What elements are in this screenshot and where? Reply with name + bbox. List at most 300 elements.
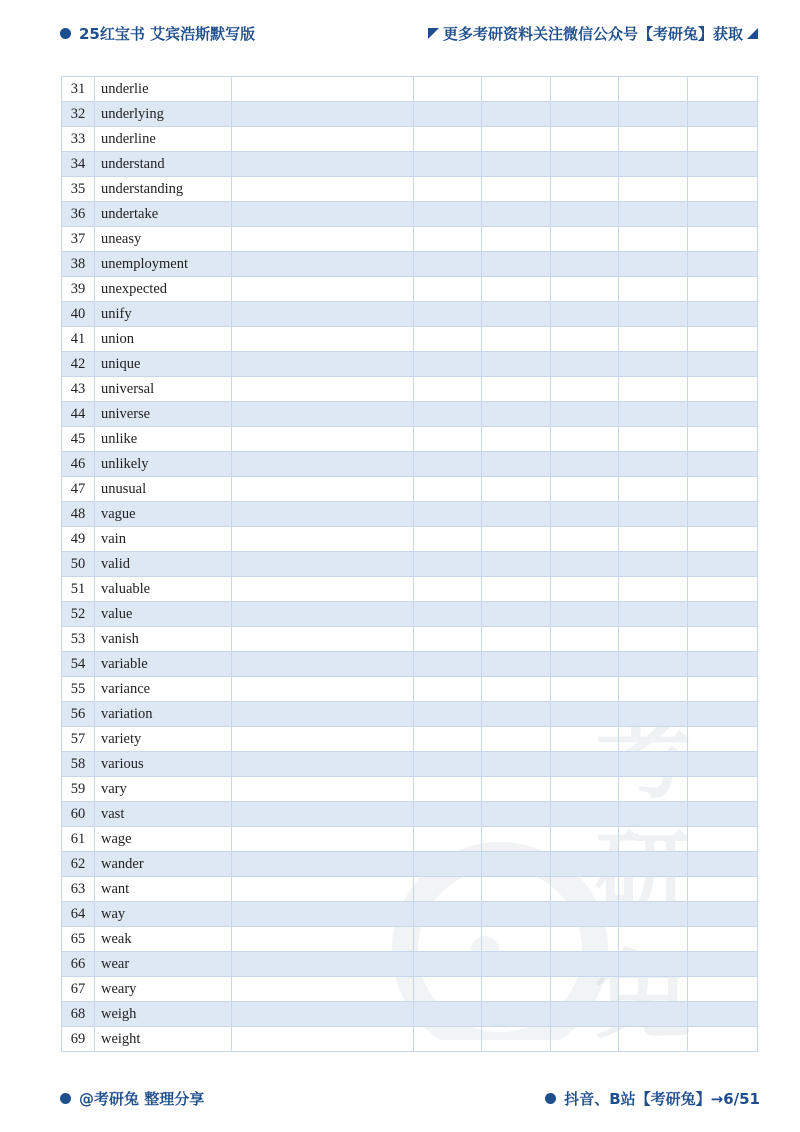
- dictation-blank-cell: [414, 227, 482, 252]
- dictation-blank-cell: [482, 452, 551, 477]
- dictation-blank-cell: [619, 377, 688, 402]
- dictation-blank-cell: [551, 327, 619, 352]
- dictation-blank-cell: [688, 852, 758, 877]
- dictation-blank-cell: [482, 427, 551, 452]
- dictation-blank-cell: [619, 627, 688, 652]
- dictation-blank-cell: [619, 852, 688, 877]
- dictation-blank-cell: [232, 252, 414, 277]
- dictation-blank-cell: [232, 477, 414, 502]
- dictation-blank-cell: [688, 527, 758, 552]
- dictation-blank-cell: [688, 977, 758, 1002]
- row-number: 65: [62, 927, 95, 952]
- vocab-word: wage: [95, 827, 232, 852]
- dictation-blank-cell: [414, 827, 482, 852]
- dictation-blank-cell: [688, 902, 758, 927]
- dictation-blank-cell: [232, 552, 414, 577]
- vocab-word: underline: [95, 127, 232, 152]
- dictation-blank-cell: [619, 902, 688, 927]
- dictation-blank-cell: [232, 502, 414, 527]
- dictation-blank-cell: [414, 727, 482, 752]
- table-row: [62, 377, 758, 402]
- dictation-blank-cell: [551, 852, 619, 877]
- footer-page-info: 抖音、B站【考研兔】→6/51: [564, 1089, 760, 1108]
- dictation-blank-cell: [688, 377, 758, 402]
- header-title: 25红宝书 艾宾浩斯默写版: [79, 24, 256, 43]
- dictation-blank-cell: [619, 577, 688, 602]
- dictation-blank-cell: [551, 677, 619, 702]
- dictation-blank-cell: [414, 352, 482, 377]
- table-row: [62, 552, 758, 577]
- dictation-blank-cell: [414, 752, 482, 777]
- row-number: 31: [62, 77, 95, 102]
- dictation-blank-cell: [232, 402, 414, 427]
- table-row: [62, 277, 758, 302]
- dictation-blank-cell: [619, 777, 688, 802]
- dictation-blank-cell: [551, 1002, 619, 1027]
- dictation-blank-cell: [551, 802, 619, 827]
- row-number: 62: [62, 852, 95, 877]
- row-number: 63: [62, 877, 95, 902]
- dictation-blank-cell: [232, 127, 414, 152]
- dictation-blank-cell: [414, 652, 482, 677]
- dictation-blank-cell: [688, 352, 758, 377]
- row-number: 60: [62, 802, 95, 827]
- dictation-blank-cell: [482, 752, 551, 777]
- dictation-blank-cell: [232, 102, 414, 127]
- dictation-blank-cell: [414, 377, 482, 402]
- dictation-blank-cell: [551, 702, 619, 727]
- dictation-blank-cell: [619, 827, 688, 852]
- row-number: 47: [62, 477, 95, 502]
- table-row: [62, 702, 758, 727]
- dictation-blank-cell: [688, 402, 758, 427]
- dictation-blank-cell: [482, 502, 551, 527]
- dictation-blank-cell: [482, 202, 551, 227]
- dictation-blank-cell: [619, 452, 688, 477]
- dictation-blank-cell: [619, 277, 688, 302]
- dictation-blank-cell: [619, 202, 688, 227]
- dictation-blank-cell: [551, 127, 619, 152]
- dictation-blank-cell: [232, 277, 414, 302]
- dictation-blank-cell: [551, 527, 619, 552]
- row-number: 45: [62, 427, 95, 452]
- dictation-blank-cell: [688, 727, 758, 752]
- dictation-blank-cell: [619, 352, 688, 377]
- row-number: 69: [62, 1027, 95, 1052]
- table-row: [62, 727, 758, 752]
- row-number: 48: [62, 502, 95, 527]
- table-row: [62, 577, 758, 602]
- dictation-blank-cell: [232, 377, 414, 402]
- vocab-word: want: [95, 877, 232, 902]
- row-number: 39: [62, 277, 95, 302]
- page-header: [60, 18, 758, 48]
- dictation-blank-cell: [232, 702, 414, 727]
- dictation-blank-cell: [232, 677, 414, 702]
- dictation-blank-cell: [551, 552, 619, 577]
- dictation-blank-cell: [482, 902, 551, 927]
- dictation-blank-cell: [688, 652, 758, 677]
- dictation-blank-cell: [232, 877, 414, 902]
- dictation-blank-cell: [619, 752, 688, 777]
- footer-right: [545, 1088, 760, 1109]
- table-row: [62, 927, 758, 952]
- dictation-blank-cell: [619, 927, 688, 952]
- vocab-word: unify: [95, 302, 232, 327]
- dictation-blank-cell: [414, 452, 482, 477]
- vocab-word: undertake: [95, 202, 232, 227]
- row-number: 34: [62, 152, 95, 177]
- vocab-word: unique: [95, 352, 232, 377]
- dictation-blank-cell: [688, 252, 758, 277]
- row-number: 40: [62, 302, 95, 327]
- dictation-blank-cell: [551, 477, 619, 502]
- table-row: [62, 652, 758, 677]
- dictation-blank-cell: [688, 827, 758, 852]
- table-row: [62, 102, 758, 127]
- dictation-blank-cell: [688, 952, 758, 977]
- row-number: 53: [62, 627, 95, 652]
- dictation-blank-cell: [482, 1027, 551, 1052]
- dictation-blank-cell: [688, 102, 758, 127]
- table-row: [62, 952, 758, 977]
- vocab-word: value: [95, 602, 232, 627]
- dictation-blank-cell: [551, 627, 619, 652]
- dictation-blank-cell: [232, 1027, 414, 1052]
- dictation-blank-cell: [232, 227, 414, 252]
- table-row: [62, 752, 758, 777]
- row-number: 49: [62, 527, 95, 552]
- dictation-blank-cell: [482, 627, 551, 652]
- dictation-blank-cell: [619, 1002, 688, 1027]
- dictation-blank-cell: [414, 1027, 482, 1052]
- dictation-blank-cell: [414, 202, 482, 227]
- row-number: 66: [62, 952, 95, 977]
- dictation-blank-cell: [232, 302, 414, 327]
- table-row: [62, 327, 758, 352]
- footer-left: [60, 1088, 204, 1109]
- corner-triangle-right-icon: [747, 28, 758, 39]
- vocab-table-body: [62, 77, 758, 1052]
- dictation-blank-cell: [619, 77, 688, 102]
- dictation-blank-cell: [232, 652, 414, 677]
- vocab-word: various: [95, 752, 232, 777]
- dictation-blank-cell: [688, 127, 758, 152]
- row-number: 67: [62, 977, 95, 1002]
- dictation-blank-cell: [688, 627, 758, 652]
- table-row: [62, 227, 758, 252]
- dictation-blank-cell: [551, 402, 619, 427]
- vocab-word: unexpected: [95, 277, 232, 302]
- dictation-blank-cell: [414, 702, 482, 727]
- row-number: 56: [62, 702, 95, 727]
- vocab-word: vague: [95, 502, 232, 527]
- row-number: 59: [62, 777, 95, 802]
- dictation-blank-cell: [688, 302, 758, 327]
- dictation-blank-cell: [414, 102, 482, 127]
- dictation-blank-cell: [232, 777, 414, 802]
- table-row: [62, 602, 758, 627]
- vocab-word: variation: [95, 702, 232, 727]
- table-row: [62, 1027, 758, 1052]
- dictation-blank-cell: [232, 852, 414, 877]
- row-number: 36: [62, 202, 95, 227]
- vocab-table-wrap: [61, 76, 757, 1052]
- dictation-blank-cell: [232, 527, 414, 552]
- row-number: 68: [62, 1002, 95, 1027]
- table-row: [62, 852, 758, 877]
- row-number: 42: [62, 352, 95, 377]
- dictation-blank-cell: [551, 652, 619, 677]
- bullet-dot-icon: [545, 1093, 556, 1104]
- row-number: 32: [62, 102, 95, 127]
- dictation-blank-cell: [619, 427, 688, 452]
- dictation-blank-cell: [482, 152, 551, 177]
- dictation-blank-cell: [619, 877, 688, 902]
- dictation-blank-cell: [232, 427, 414, 452]
- dictation-blank-cell: [619, 952, 688, 977]
- table-row: [62, 802, 758, 827]
- row-number: 33: [62, 127, 95, 152]
- table-row: [62, 477, 758, 502]
- dictation-blank-cell: [688, 552, 758, 577]
- dictation-blank-cell: [482, 177, 551, 202]
- vocab-word: weary: [95, 977, 232, 1002]
- dictation-blank-cell: [688, 777, 758, 802]
- dictation-blank-cell: [482, 402, 551, 427]
- dictation-blank-cell: [482, 327, 551, 352]
- dictation-blank-cell: [414, 302, 482, 327]
- dictation-blank-cell: [619, 177, 688, 202]
- header-right: [428, 23, 758, 44]
- dictation-blank-cell: [482, 527, 551, 552]
- dictation-blank-cell: [414, 852, 482, 877]
- dictation-blank-cell: [551, 502, 619, 527]
- dictation-blank-cell: [482, 227, 551, 252]
- dictation-blank-cell: [551, 577, 619, 602]
- dictation-blank-cell: [551, 152, 619, 177]
- vocab-word: unemployment: [95, 252, 232, 277]
- dictation-blank-cell: [414, 552, 482, 577]
- table-row: [62, 502, 758, 527]
- dictation-blank-cell: [482, 777, 551, 802]
- vocab-word: vanish: [95, 627, 232, 652]
- vocab-word: unlike: [95, 427, 232, 452]
- dictation-blank-cell: [482, 377, 551, 402]
- table-row: [62, 427, 758, 452]
- dictation-blank-cell: [619, 602, 688, 627]
- dictation-blank-cell: [482, 302, 551, 327]
- dictation-blank-cell: [414, 677, 482, 702]
- bullet-dot-icon: [60, 28, 71, 39]
- dictation-blank-cell: [414, 977, 482, 1002]
- dictation-blank-cell: [688, 152, 758, 177]
- vocab-word: vast: [95, 802, 232, 827]
- dictation-blank-cell: [482, 252, 551, 277]
- page-footer: [60, 1086, 760, 1110]
- dictation-blank-cell: [619, 802, 688, 827]
- row-number: 55: [62, 677, 95, 702]
- dictation-blank-cell: [688, 927, 758, 952]
- dictation-blank-cell: [232, 752, 414, 777]
- dictation-blank-cell: [232, 1002, 414, 1027]
- vocab-word: unusual: [95, 477, 232, 502]
- row-number: 58: [62, 752, 95, 777]
- dictation-blank-cell: [619, 977, 688, 1002]
- dictation-blank-cell: [232, 827, 414, 852]
- dictation-blank-cell: [619, 1027, 688, 1052]
- dictation-blank-cell: [619, 302, 688, 327]
- dictation-blank-cell: [688, 752, 758, 777]
- vocab-word: way: [95, 902, 232, 927]
- dictation-blank-cell: [688, 202, 758, 227]
- dictation-blank-cell: [482, 802, 551, 827]
- dictation-blank-cell: [414, 427, 482, 452]
- dictation-blank-cell: [688, 177, 758, 202]
- dictation-blank-cell: [551, 977, 619, 1002]
- row-number: 35: [62, 177, 95, 202]
- dictation-blank-cell: [688, 702, 758, 727]
- row-number: 57: [62, 727, 95, 752]
- dictation-blank-cell: [619, 652, 688, 677]
- table-row: [62, 877, 758, 902]
- dictation-blank-cell: [414, 177, 482, 202]
- dictation-blank-cell: [619, 227, 688, 252]
- table-row: [62, 1002, 758, 1027]
- dictation-blank-cell: [551, 827, 619, 852]
- dictation-blank-cell: [414, 277, 482, 302]
- vocab-word: vary: [95, 777, 232, 802]
- dictation-blank-cell: [482, 577, 551, 602]
- dictation-blank-cell: [482, 1002, 551, 1027]
- dictation-blank-cell: [482, 602, 551, 627]
- vocab-word: vain: [95, 527, 232, 552]
- dictation-blank-cell: [551, 177, 619, 202]
- dictation-blank-cell: [619, 152, 688, 177]
- dictation-blank-cell: [551, 302, 619, 327]
- dictation-blank-cell: [551, 202, 619, 227]
- dictation-blank-cell: [232, 952, 414, 977]
- vocab-word: universe: [95, 402, 232, 427]
- dictation-blank-cell: [232, 902, 414, 927]
- table-row: [62, 177, 758, 202]
- dictation-blank-cell: [482, 277, 551, 302]
- dictation-blank-cell: [482, 652, 551, 677]
- dictation-blank-cell: [482, 977, 551, 1002]
- dictation-blank-cell: [232, 802, 414, 827]
- vocab-word: uneasy: [95, 227, 232, 252]
- dictation-blank-cell: [414, 77, 482, 102]
- vocab-word: universal: [95, 377, 232, 402]
- dictation-blank-cell: [619, 127, 688, 152]
- dictation-blank-cell: [232, 927, 414, 952]
- dictation-blank-cell: [619, 102, 688, 127]
- dictation-blank-cell: [688, 877, 758, 902]
- dictation-blank-cell: [619, 327, 688, 352]
- vocab-word: variance: [95, 677, 232, 702]
- dictation-blank-cell: [688, 227, 758, 252]
- dictation-blank-cell: [414, 252, 482, 277]
- dictation-blank-cell: [688, 502, 758, 527]
- dictation-blank-cell: [482, 927, 551, 952]
- dictation-blank-cell: [551, 77, 619, 102]
- dictation-blank-cell: [551, 777, 619, 802]
- row-number: 52: [62, 602, 95, 627]
- watermark-char-3: 兔: [595, 939, 691, 1052]
- dictation-blank-cell: [482, 677, 551, 702]
- row-number: 37: [62, 227, 95, 252]
- vocab-word: variable: [95, 652, 232, 677]
- row-number: 61: [62, 827, 95, 852]
- table-row: [62, 777, 758, 802]
- dictation-blank-cell: [482, 702, 551, 727]
- table-row: [62, 827, 758, 852]
- row-number: 64: [62, 902, 95, 927]
- dictation-blank-cell: [232, 152, 414, 177]
- vocab-word: variety: [95, 727, 232, 752]
- table-row: [62, 152, 758, 177]
- table-row: [62, 977, 758, 1002]
- dictation-blank-cell: [551, 902, 619, 927]
- dictation-blank-cell: [551, 277, 619, 302]
- table-row: [62, 77, 758, 102]
- table-row: [62, 902, 758, 927]
- dictation-blank-cell: [688, 677, 758, 702]
- dictation-blank-cell: [414, 127, 482, 152]
- dictation-blank-cell: [232, 577, 414, 602]
- dictation-blank-cell: [688, 1027, 758, 1052]
- dictation-blank-cell: [414, 152, 482, 177]
- vocab-table: [61, 76, 758, 1052]
- dictation-blank-cell: [232, 327, 414, 352]
- row-number: 51: [62, 577, 95, 602]
- dictation-blank-cell: [551, 952, 619, 977]
- row-number: 44: [62, 402, 95, 427]
- vocab-word: union: [95, 327, 232, 352]
- dictation-blank-cell: [619, 402, 688, 427]
- vocab-word: understand: [95, 152, 232, 177]
- dictation-blank-cell: [482, 877, 551, 902]
- dictation-blank-cell: [414, 777, 482, 802]
- dictation-blank-cell: [482, 727, 551, 752]
- dictation-blank-cell: [551, 877, 619, 902]
- header-left: [60, 23, 255, 44]
- dictation-blank-cell: [551, 227, 619, 252]
- table-row: [62, 302, 758, 327]
- dictation-blank-cell: [414, 902, 482, 927]
- dictation-blank-cell: [232, 452, 414, 477]
- dictation-blank-cell: [414, 527, 482, 552]
- dictation-blank-cell: [414, 327, 482, 352]
- vocab-word: weight: [95, 1027, 232, 1052]
- vocab-word: unlikely: [95, 452, 232, 477]
- vocab-word: weigh: [95, 1002, 232, 1027]
- dictation-blank-cell: [551, 1027, 619, 1052]
- dictation-blank-cell: [414, 602, 482, 627]
- dictation-blank-cell: [482, 77, 551, 102]
- vocab-word: understanding: [95, 177, 232, 202]
- dictation-blank-cell: [232, 602, 414, 627]
- dictation-blank-cell: [688, 452, 758, 477]
- header-promo-text: 更多考研资料关注微信公众号【考研兔】获取: [442, 24, 743, 43]
- dictation-blank-cell: [551, 452, 619, 477]
- dictation-blank-cell: [688, 802, 758, 827]
- vocab-word: wear: [95, 952, 232, 977]
- dictation-blank-cell: [232, 977, 414, 1002]
- dictation-blank-cell: [414, 402, 482, 427]
- dictation-blank-cell: [619, 677, 688, 702]
- row-number: 41: [62, 327, 95, 352]
